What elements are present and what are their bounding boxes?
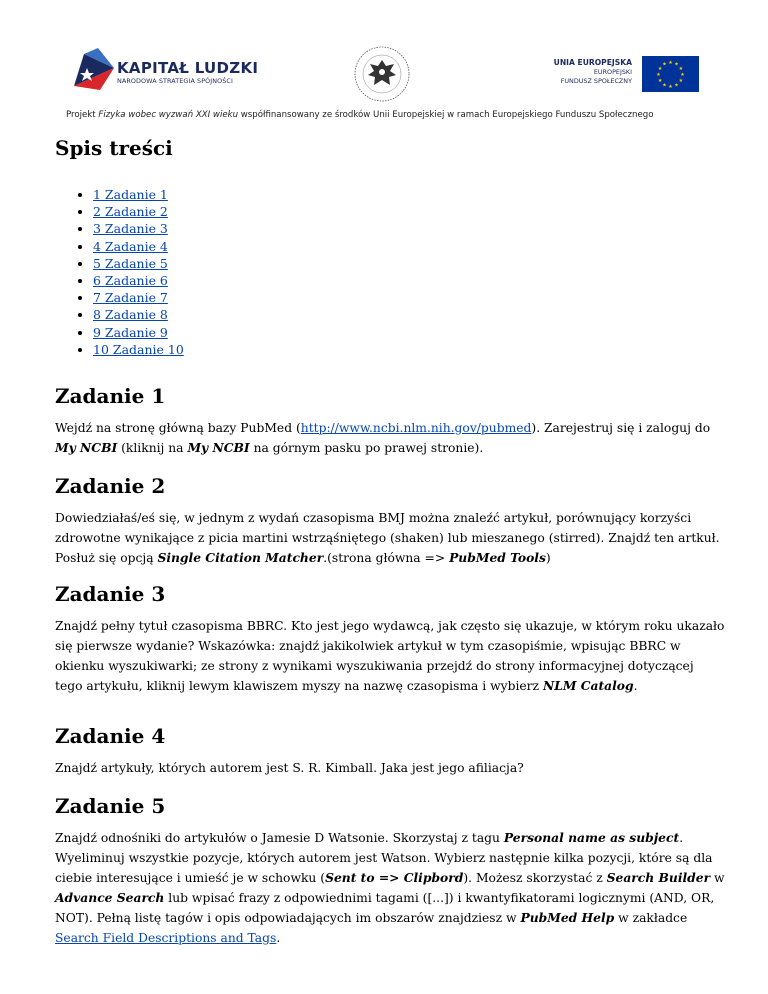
svg-text:★: ★: [678, 66, 684, 72]
ue-line1: UNIA EUROPEJSKA: [553, 58, 632, 67]
toc-link-9[interactable]: 9 Zadanie 9: [93, 324, 168, 340]
section-title: Zadanie 3: [55, 582, 166, 606]
svg-text:★: ★: [674, 82, 679, 89]
text-run: Dowiedziałaś/eś się, w jednym z wydań czasopisma BMJ można znaleźć artykuł, porównujący korzyści zdrowotne wynikające z picia martini wstrząśniętego (shaken) lub mieszanego (stirred). Znajdź ten artkuł. Posłuż się opcją: [55, 511, 720, 565]
svg-text:★: ★: [657, 66, 663, 72]
text-run: .: [276, 931, 281, 945]
funding-project-title: Fizyka wobec wyzwań XXI wieku: [98, 110, 239, 120]
kl-subtitle: NARODOWA STRATEGIA SPÓJNOŚCI: [117, 77, 233, 85]
toc-item: [93, 238, 184, 255]
toc-item: [93, 324, 184, 341]
kl-title: KAPITAŁ LUDZKI: [117, 59, 259, 77]
text-run: (kliknij na: [117, 441, 188, 455]
toc-link-6[interactable]: 6 Zadanie 6: [93, 273, 168, 289]
toc-item: [93, 272, 184, 289]
section-zadanie-5: [55, 792, 725, 948]
kapital-ludzki-text: [117, 60, 258, 86]
toc-list: [55, 186, 184, 358]
toc-link-4[interactable]: 4 Zadanie 4: [93, 238, 168, 254]
text-run: .: [633, 679, 638, 693]
svg-text:★: ★: [678, 78, 684, 84]
text-run: . Wyeliminuj wszystkie pozycje, których autorem jest Watson. Wybierz następnie kilka pozycji, które są dla ciebie interesujące i umieść je w schowku (: [55, 831, 713, 885]
section-title: Zadanie 2: [55, 474, 166, 498]
emph-personal-name: Personal name as subject: [503, 830, 680, 845]
section-zadanie-1: [55, 382, 725, 458]
text-run: ): [545, 551, 551, 565]
section-title: Zadanie 4: [55, 724, 166, 748]
section-zadanie-4: [55, 722, 725, 778]
text-run: lub wpisać frazy z odpowiednimi tagami ([...]) i kwantyfikatorami logicznymi (AND, OR, NOT). Pełną listę tagów i opis odpowiadających im obszarów znajdziesz w: [55, 891, 715, 925]
university-seal-icon: [352, 44, 412, 104]
ue-line3: FUNDUSZ SPOŁECZNY: [560, 77, 632, 85]
toc-link-7[interactable]: 7 Zadanie 7: [93, 290, 168, 306]
toc-link-8[interactable]: 8 Zadanie 8: [93, 307, 168, 323]
toc-item: [93, 341, 184, 358]
svg-text:★: ★: [680, 72, 685, 78]
toc-link-3[interactable]: 3 Zadanie 3: [93, 221, 168, 237]
svg-text:★: ★: [674, 61, 679, 68]
emph-pubmed-help: PubMed Help: [520, 910, 615, 925]
page-header: [0, 0, 768, 128]
emph-nlm-catalog: NLM Catalog: [542, 678, 634, 693]
ue-line2: EUROPEJSKI: [593, 68, 632, 76]
text-run: Wejdź na stronę główną bazy PubMed (: [55, 421, 301, 435]
toc-item: [93, 306, 184, 323]
text-run: Znajdź pełny tytuł czasopisma BBRC. Kto jest jego wydawcą, jak często się ukazuje, w którym roku ukazało się pierwsze wydanie? Wskazówka: znajdź jakikolwiek artykuł w tym czasopiśmie, wpisując BBRC w okienku wyszukiwarki; ze strony z wynikami wyszukiwania przejdź do strony informacyjnej dotyczącej tego artykułu, kliknij lewym klawiszem myszy na nazwę czasopisma i wybierz: [55, 619, 725, 693]
section-text: [55, 828, 725, 948]
kapital-ludzki-logo-icon: [70, 46, 120, 92]
svg-text:★: ★: [657, 78, 663, 84]
toc-link-10[interactable]: 10 Zadanie 10: [93, 341, 184, 357]
search-field-tags-link[interactable]: Search Field Descriptions and Tags: [55, 931, 277, 945]
svg-text:★: ★: [662, 82, 667, 89]
toc-link-1[interactable]: 1 Zadanie 1: [93, 187, 168, 202]
toc-item: [93, 220, 184, 237]
svg-text:★: ★: [668, 60, 673, 66]
emph-my-ncbi: My NCBI: [55, 440, 118, 455]
section-text: [55, 616, 725, 696]
toc-item: [93, 203, 184, 220]
toc-item: [93, 255, 184, 272]
text-run: na górnym pasku po prawej stronie).: [249, 441, 484, 455]
toc-link-2[interactable]: 2 Zadanie 2: [93, 204, 168, 220]
text-run: ). Możesz skorzystać z: [463, 871, 607, 885]
eu-text: [500, 58, 632, 86]
pubmed-link[interactable]: http://www.ncbi.nlm.nih.gov/pubmed: [300, 421, 532, 435]
funding-note: [66, 110, 706, 120]
svg-text:★: ★: [668, 84, 673, 90]
emph-search-builder: Search Builder: [606, 870, 711, 885]
text-run: ). Zarejestruj się i zaloguj do: [531, 421, 711, 435]
text-run: w: [710, 871, 725, 885]
section-zadanie-3: [55, 580, 725, 696]
section-text: Znajdź artykuły, których autorem jest S. R. Kimball. Jaka jest jego afiliacja?: [55, 761, 524, 775]
toc-item: [93, 186, 184, 203]
funding-post: współfinansowany ze środków Unii Europejskiej w ramach Europejskiego Funduszu Społecznego: [238, 110, 654, 120]
section-title: Zadanie 5: [55, 794, 166, 818]
toc-item: [93, 289, 184, 306]
emph-my-ncbi: My NCBI: [187, 440, 250, 455]
svg-text:★: ★: [662, 61, 667, 68]
text-run: Znajdź odnośniki do artykułów o Jamesie D Watsonie. Skorzystaj z tagu: [55, 831, 504, 845]
svg-text:★: ★: [656, 72, 661, 78]
emph-pubmed-tools: PubMed Tools: [449, 550, 546, 565]
text-run: .(strona główna =>: [323, 551, 450, 565]
emph-single-citation-matcher: Single Citation Matcher: [157, 550, 324, 565]
eu-flag-icon: [642, 56, 699, 92]
emph-sent-to: Sent to => Clipbord: [325, 870, 464, 885]
funding-pre: Projekt: [66, 110, 99, 120]
section-text: [55, 508, 725, 568]
toc-title: Spis treści: [55, 136, 173, 160]
emph-advance-search: Advance Search: [55, 890, 165, 905]
toc-link-5[interactable]: 5 Zadanie 5: [93, 255, 168, 271]
text-run: w zakładce: [614, 911, 688, 925]
section-zadanie-2: [55, 472, 725, 568]
section-title: Zadanie 1: [55, 384, 166, 408]
section-text: [55, 418, 725, 458]
